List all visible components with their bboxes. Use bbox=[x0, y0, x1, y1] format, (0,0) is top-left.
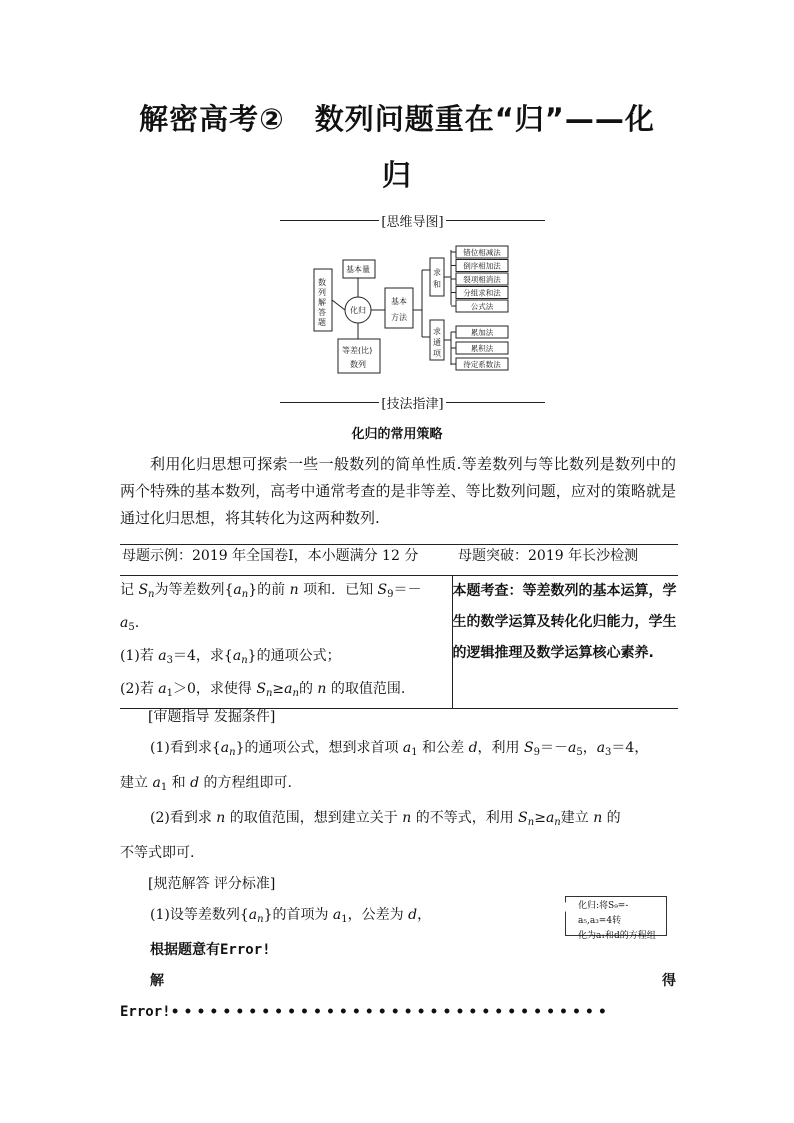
sum-item-label-4: 公式法 bbox=[470, 302, 494, 311]
solution-line-1: (1)设等差数列$\{a_n\}$的首项为 $a_1$，公差为 d， bbox=[150, 907, 432, 925]
general-label-1: 求 bbox=[433, 327, 441, 336]
guide-paragraph-1-cont: 建立 $a_1$ 和 d 的方程组即可. bbox=[120, 775, 292, 793]
problem-statement: 记 $S_n$为等差数列$\{a_n\}$的前 n 项和．已知 $S_9=-$ $a_5$. (1)若 $a_3=4$，求$\{a_n\}$的通项公式； (2)若 $a_1>0$，求使得 $S_n\ge a_n$的 n 的取值范围. bbox=[120, 576, 452, 709]
divider bbox=[280, 402, 379, 403]
problem-table bbox=[120, 544, 678, 709]
divider bbox=[446, 220, 545, 221]
sum-label-2: 和 bbox=[433, 280, 441, 289]
table-header-right: 母题突破：2019 年长沙检测 bbox=[452, 545, 678, 576]
technique-label: [技法指津] bbox=[381, 396, 444, 412]
page-title: 解密高考② 数列问题重在“归”——化 bbox=[139, 102, 655, 136]
sum-item-label-3: 分组求和法 bbox=[463, 288, 501, 298]
intro-paragraph bbox=[120, 451, 676, 532]
left-box-text-1: 数 bbox=[318, 278, 326, 287]
general-item-label-0: 累加法 bbox=[470, 328, 494, 337]
method-text-1: 基本 bbox=[391, 297, 407, 306]
error-text: Error! bbox=[220, 942, 271, 958]
guide-heading: [审题指导 发掘条件] bbox=[148, 709, 276, 725]
guide-section bbox=[120, 702, 676, 1028]
general-item-label-2: 待定系数法 bbox=[463, 360, 501, 369]
general-label-2: 通 bbox=[433, 338, 441, 347]
mind-map-label: [思维导图] bbox=[381, 214, 444, 230]
solution-line-3: 解 得 bbox=[150, 973, 676, 989]
mind-map-diagram bbox=[310, 240, 515, 375]
side-note-line-1: 化归:将S₉=-a₅,a₃=4转 bbox=[578, 901, 629, 926]
divider bbox=[446, 402, 545, 403]
method-text-2: 方法 bbox=[391, 313, 407, 322]
general-item-label-1: 累积法 bbox=[470, 344, 494, 353]
table-header-left: 母题示例：2019 年全国卷Ⅰ，本小题满分 12 分 bbox=[120, 545, 452, 576]
solution-heading: [规范解答 评分标准] bbox=[148, 876, 276, 892]
sum-item-label-1: 倒序相加法 bbox=[463, 261, 501, 271]
left-box-text-3: 解 bbox=[318, 298, 326, 307]
table-body-row bbox=[120, 576, 678, 709]
solution-line-2: 根据题意有Error! bbox=[150, 942, 271, 958]
bottom-box-text-1: 等差(比) bbox=[342, 346, 373, 355]
page-title-continued: 归 bbox=[381, 158, 412, 192]
solution-line-4: Error!•••••••••••••••••••••••••••••••••• bbox=[120, 1004, 611, 1020]
general-label-3: 项 bbox=[433, 349, 441, 358]
bottom-box-text-2: 数列 bbox=[350, 360, 366, 369]
method-box bbox=[385, 288, 413, 328]
side-note-line-2: 化为a₁和d的方程组 bbox=[578, 931, 656, 941]
guide-paragraph-1: (1)看到求$\{a_n\}$的通项公式，想到求首项 $a_1$ 和公差 d，利用 $S_9=-a_5$，$a_3=4$， bbox=[150, 740, 649, 758]
divider bbox=[280, 220, 379, 221]
mind-map-items bbox=[451, 246, 508, 370]
left-box-text-4: 答 bbox=[318, 308, 326, 317]
intro-text: 利用化归思想可探索一些一般数列的简单性质.等差数列与等比数列是数列中的两个特殊的基本数列，高考中通常考查的是非等差、等比数列问题，应对的策略就是通过化归思想，将其转化为这两种数列. bbox=[120, 455, 676, 527]
sum-item-label-2: 裂项相消法 bbox=[463, 275, 501, 284]
strategy-title: 化归的常用策略 bbox=[351, 427, 443, 442]
center-text: 化归 bbox=[350, 306, 366, 315]
table-header-row bbox=[120, 545, 678, 576]
guide-paragraph-2: (2)看到求 n 的取值范围，想到建立关于 n 的不等式，利用 $S_n\ge a_n$建立 n 的 bbox=[150, 810, 621, 828]
side-note bbox=[565, 896, 667, 941]
sum-label-1: 求 bbox=[433, 268, 441, 277]
technique-heading bbox=[280, 392, 545, 412]
left-box-text-5: 题 bbox=[318, 318, 326, 327]
sum-item-label-0: 错位相减法 bbox=[463, 248, 501, 257]
top-box-text: 基本量 bbox=[346, 265, 370, 274]
guide-paragraph-2-cont: 不等式即可. bbox=[120, 845, 195, 861]
problem-analysis: 本题考查：等差数列的基本运算，学生的数学运算及转化化归能力，学生的逻辑推理及数学运算核心素养. bbox=[452, 576, 678, 709]
mind-map-heading bbox=[280, 210, 545, 230]
left-box-text-2: 列 bbox=[318, 288, 326, 297]
